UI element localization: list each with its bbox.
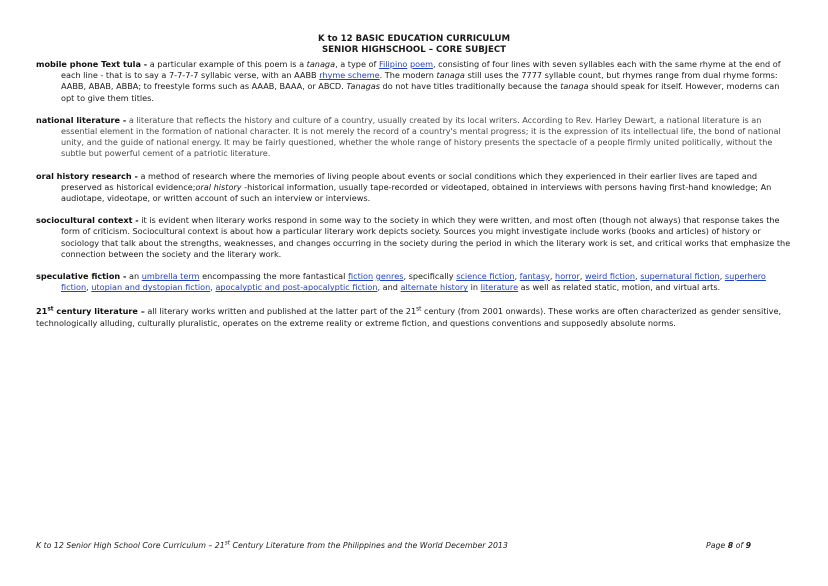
footer-document-title bbox=[36, 541, 508, 550]
superscript: st bbox=[416, 306, 422, 313]
term-national-literature: national literature - bbox=[36, 114, 127, 125]
definition-text: a literature that reflects the history and culture of a country, usually created by its local writers. According to Rev. Harley Dewart, a national literature is an essential element in the formation of national character. It is not merely the record of a country's mental progress; it is the expression of its intellectual life, the bond of national unity, and the guide of national energy. It may be fairly questioned, whether the whole range of history presents the spectacle of a people firmly united politically, without the subtle but powerful cement of a patriotic literature. bbox=[61, 114, 781, 159]
definition-text: should speak for itself. However, moderns can opt to give them titles. bbox=[61, 81, 780, 103]
definition-text: , bbox=[210, 282, 216, 293]
link-filipino[interactable]: Filipino bbox=[378, 59, 408, 69]
link-science-fiction[interactable]: science fiction bbox=[456, 271, 515, 282]
definition-text: still uses the 7777 syllable count, but rhymes range from dual rhyme forms: AABB, ABAB, ABBA; to freestyle forms such as AAAB, BAAA, or ABCD. bbox=[61, 70, 778, 92]
link-genres[interactable]: genres bbox=[375, 271, 404, 282]
italic-text: tanaga bbox=[306, 59, 336, 69]
definition-text: encompassing the more fantastical bbox=[199, 271, 348, 282]
superscript: st bbox=[47, 306, 54, 313]
term-text: century literature – bbox=[53, 306, 145, 317]
definition-text: , bbox=[86, 282, 92, 293]
italic-text: tanaga bbox=[560, 81, 589, 92]
term-sociocultural-context: sociocultural context - bbox=[36, 215, 139, 226]
entry-mobile-phone-text-tula bbox=[36, 59, 794, 104]
entry-oral-history-research bbox=[36, 171, 794, 205]
link-rhyme-scheme[interactable]: rhyme scheme bbox=[319, 70, 380, 81]
link-poem[interactable]: poem bbox=[409, 59, 433, 69]
link-literature[interactable]: literature bbox=[480, 282, 519, 293]
definition-text: , a type of bbox=[335, 59, 379, 69]
italic-text: oral history bbox=[195, 181, 242, 192]
entry-national-literature bbox=[36, 115, 794, 160]
link-supernatural-fiction[interactable]: supernatural fiction bbox=[640, 271, 720, 282]
definition-text: a method of research where the memories of living people about events or social conditions which they experienced in their earlier lives are taped and preserved as historical evidence; bbox=[61, 170, 758, 192]
definition-text: an bbox=[126, 271, 142, 282]
definition-text: , consisting of four lines with seven syllables each with the same rhyme at the end of each line - that is to say a 7-7-7-7 syllabic verse, with an AABB bbox=[61, 59, 781, 81]
term-number: 21 bbox=[36, 306, 48, 317]
link-utopian-and-dystopian-fiction[interactable]: utopian and dystopian fiction bbox=[91, 282, 211, 293]
footer-page-number bbox=[706, 541, 751, 550]
link-umbrella-term[interactable]: umbrella term bbox=[141, 271, 200, 282]
term-21st-century-literature bbox=[36, 306, 145, 316]
definition-text: . The modern bbox=[379, 70, 437, 81]
of-label: of bbox=[733, 541, 746, 550]
header-subtitle: SENIOR HIGHSCHOOL – CORE SUBJECT bbox=[321, 45, 507, 55]
link-superhero-fiction[interactable]: superhero fiction bbox=[61, 271, 766, 293]
definition-text: as well as related static, motion, and virtual arts. bbox=[518, 282, 721, 293]
superscript: st bbox=[224, 540, 231, 547]
definition-text: , bbox=[549, 271, 556, 282]
entry-21st-century-literature bbox=[36, 306, 794, 328]
definition-text: it is evident when literary works respond in some way to the society in which they were written, and most often (though not always) that response takes the form of criticism. Sociocultural context is about how a particular literary work depicts society. Sources you might investigate include works (books and articles) of history or sociology that talk about the strengths, weaknesses, and changes occurring in the society during the period in which the literary work is set, and critical works that emphasize the connection between the society and the literary work. bbox=[61, 215, 791, 259]
definition-text: , and bbox=[377, 282, 401, 293]
definition-text: , bbox=[635, 271, 641, 282]
glossary-content bbox=[36, 59, 794, 340]
definition-text: , bbox=[719, 271, 725, 282]
definition-text: do not have titles traditionally because the bbox=[379, 81, 561, 92]
link-apocalyptic-fiction[interactable]: apocalyptic and post-apocalyptic fiction bbox=[215, 282, 378, 293]
link-weird-fiction[interactable]: weird fiction bbox=[585, 271, 636, 282]
current-page: 8 bbox=[727, 541, 734, 550]
definition-text: -historical information, usually tape-recorded or videotaped, obtained in interviews with persons having first-hand knowledge; An audiotape, videotape, or written account of such an interview or interviews. bbox=[61, 181, 772, 204]
definition-text: a particular example of this poem is a bbox=[147, 59, 307, 69]
total-pages: 9 bbox=[745, 541, 752, 550]
definition-text: century (from 2001 onwards). These works are often characterized as gender sensitive, technologically alluding, culturally pluralistic, operates on the extreme reality or extreme fiction, and questions conventions and supposedly absolute norms. bbox=[36, 306, 782, 328]
page-label: Page bbox=[706, 541, 728, 550]
term-mobile-phone-text-tula: mobile phone Text tula - bbox=[36, 59, 148, 69]
header-title: K to 12 BASIC EDUCATION CURRICULUM bbox=[317, 34, 511, 44]
link-fiction[interactable]: fiction bbox=[347, 271, 374, 282]
entry-sociocultural-context bbox=[36, 215, 794, 260]
link-horror[interactable]: horror bbox=[555, 271, 580, 282]
link-fantasy[interactable]: fantasy bbox=[519, 271, 550, 282]
definition-text: in bbox=[468, 282, 481, 293]
footer-text: Century Literature from the Philippines and the World December 2013 bbox=[230, 541, 508, 550]
definition-text: , specifically bbox=[403, 271, 457, 282]
term-speculative-fiction: speculative fiction - bbox=[36, 271, 127, 282]
term-oral-history-research: oral history research - bbox=[36, 170, 138, 181]
italic-text: tanaga bbox=[436, 70, 465, 81]
definition-text: all literary works written and published at the latter part of the 21 bbox=[144, 306, 417, 317]
definition-text: , bbox=[514, 271, 520, 282]
footer-text: K to 12 Senior High School Core Curriculum – 21 bbox=[36, 541, 225, 550]
link-alternate-history[interactable]: alternate history bbox=[400, 282, 468, 293]
document-header bbox=[0, 34, 828, 56]
entry-speculative-fiction bbox=[36, 271, 794, 293]
definition-text: , bbox=[579, 271, 586, 282]
italic-text: Tanagas bbox=[346, 81, 380, 92]
